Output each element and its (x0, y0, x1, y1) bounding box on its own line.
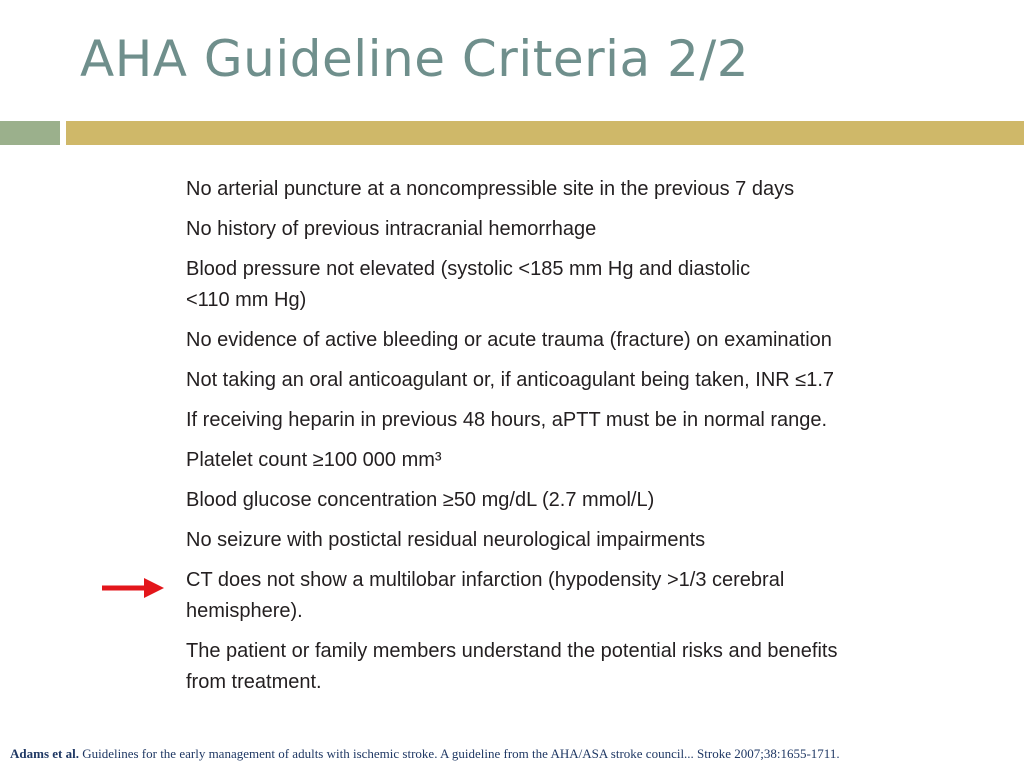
criteria-item (186, 636, 876, 698)
criteria-item (186, 445, 876, 476)
criteria-item-line: <110 mm Hg) (186, 289, 307, 311)
criteria-item-line: from treatment. (186, 671, 322, 693)
criteria-list (186, 174, 876, 707)
criteria-item-line: No evidence of active bleeding or acute trauma (fracture) on examination (186, 329, 832, 351)
criteria-item (186, 254, 876, 316)
red-arrow-icon (102, 578, 164, 598)
criteria-item (186, 365, 876, 396)
criteria-item-line: Platelet count ≥100 000 mm³ (186, 449, 442, 471)
slide-title: AHA Guideline Criteria 2/2 (80, 30, 750, 88)
citation (10, 744, 1020, 764)
citation-author: Adams et al. (10, 746, 79, 761)
criteria-item-line: The patient or family members understand the potential risks and benefits (186, 640, 838, 662)
criteria-item-line: If receiving heparin in previous 48 hours, aPTT must be in normal range. (186, 409, 828, 431)
criteria-item (186, 525, 876, 556)
criteria-item (186, 485, 876, 516)
criteria-item-line: No arterial puncture at a noncompressible site in the previous 7 days (186, 178, 795, 200)
accent-bar-right (66, 121, 1024, 145)
criteria-item-line: CT does not show a multilobar infarction (hypodensity >1/3 cerebral (186, 569, 785, 591)
criteria-item (186, 214, 876, 245)
criteria-item-line: Not taking an oral anticoagulant or, if anticoagulant being taken, INR ≤1.7 (186, 369, 835, 391)
criteria-item-line: Blood glucose concentration ≥50 mg/dL (2.7 mmol/L) (186, 489, 655, 511)
accent-bar-left (0, 121, 60, 145)
criteria-item (186, 174, 876, 205)
criteria-item-line: No history of previous intracranial hemorrhage (186, 218, 597, 240)
criteria-item-line: No seizure with postictal residual neurological impairments (186, 529, 706, 551)
criteria-item (186, 325, 876, 356)
criteria-item-highlighted (186, 565, 876, 627)
citation-text: Guidelines for the early management of adults with ischemic stroke. A guideline from the AHA/ASA stroke council... Stroke 2007;38:1655-1711. (78, 746, 840, 761)
criteria-item-line: hemisphere). (186, 600, 303, 622)
criteria-item (186, 405, 876, 436)
criteria-item-line: Blood pressure not elevated (systolic <185 mm Hg and diastolic (186, 258, 751, 280)
